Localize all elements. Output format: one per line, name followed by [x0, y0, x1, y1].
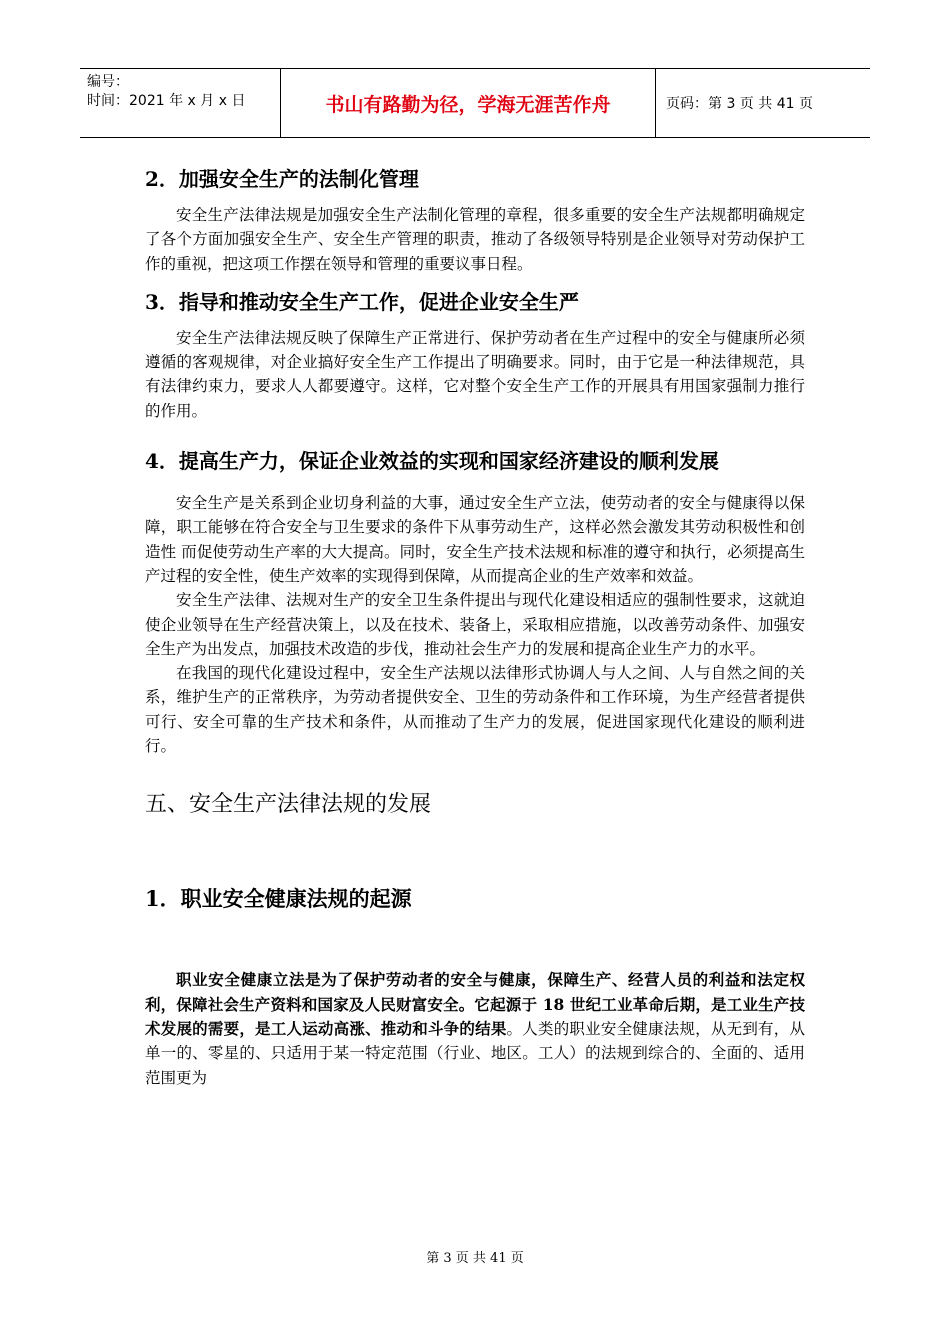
section-5-title: 五、安全生产法律法规的发展: [145, 792, 432, 818]
heading-3: 3．指导和推动安全生产工作，促进企业安全生严: [145, 289, 579, 314]
doc-number-label: 编号：: [87, 74, 129, 90]
paragraph-4b: 安全生产法律、法规对生产的安全卫生条件提出与现代化建设相适应的强制性要求，这就迫使企业领导在生产经营决策上，以及在技术、装备上，采取相应措施，以改善劳动条件、加强安全生产为出发点，加强技术改造的步伐，推动社会生产力的发展和提高企业生产力的水平。: [145, 591, 805, 658]
paragraph-5-rest: 。人类的职业安全健康法规，从无到有，从单一的、零星的、只适用于某一特定范围（行业、地区。工人）的法规到综合的、全面的、适用范围更为: [145, 1019, 805, 1087]
document-body: [145, 165, 805, 1090]
page-header: [80, 68, 870, 138]
paragraph-4a: 安全生产是关系到企业切身利益的大事，通过安全生产立法，使劳动者的安全与健康得以保障，职工能够在符合安全与卫生要求的条件下从事劳动生产，这样必然会激发其劳动积极性和创造性 而促使劳动生产率的大大提高。同时，安全生产技术法规和标准的遵守和执行，必须提高生产过程的安全性，使生产效率的实现得到保障，从而提高企业的生产效率和效益。: [145, 494, 805, 585]
header-motto: 书山有路勤为径，学海无涯苦作舟: [281, 69, 656, 137]
paragraph-3: 安全生产法律法规反映了保障生产正常进行、保护劳动者在生产过程中的安全与健康所必须遵循的客观规律，对企业搞好安全生产工作提出了明确要求。同时，由于它是一种法律规范，具有法律约束力，要求人人都要遵守。这样，它对整个安全生产工作的开展具有用国家强制力推行的作用。: [145, 328, 805, 420]
header-meta: [80, 69, 281, 137]
heading-4: 4．提高生产力，保证企业效益的实现和国家经济建设的顺利发展: [145, 449, 719, 474]
section-5-1-title: 1．职业安全健康法规的起源: [145, 886, 412, 912]
doc-time-label: 时间：2021 年 x 月 x 日: [87, 93, 246, 109]
heading-2: 2．加强安全生产的法制化管理: [145, 167, 419, 191]
paragraph-2: 安全生产法律法规是加强安全生产法制化管理的章程，很多重要的安全生产法规都明确规定了各个方面加强安全生产、安全生产管理的职责，推动了各级领导特别是企业领导对劳动保护工作的重视，把这项工作摆在领导和管理的重要议事日程。: [145, 206, 805, 273]
header-page-info: 页码：第 3 页 共 41 页: [666, 96, 813, 112]
paragraph-4c: 在我国的现代化建设过程中，安全生产法规以法律形式协调人与人之间、人与自然之间的关系，维护生产的正常秩序，为劳动者提供安全、卫生的劳动条件和工作环境，为生产经营者提供可行、安全可靠的生产技术和条件，从而推动了生产力的发展，促进国家现代化建设的顺利进行。: [145, 664, 805, 756]
page-footer: 第 3 页 共 41 页: [426, 1251, 524, 1266]
paragraph-5-bold: 职业安全健康立法是为了保护劳动者的安全与健康，保障生产、经营人员的利益和法定权利，保障社会生产资料和国家及人民财富安全。它起源于 18 世纪工业革命后期，是工业生产技术发展的需要，是工人运动高涨、推动和斗争的结果: [145, 970, 805, 1038]
paragraph-5: [145, 968, 805, 1089]
